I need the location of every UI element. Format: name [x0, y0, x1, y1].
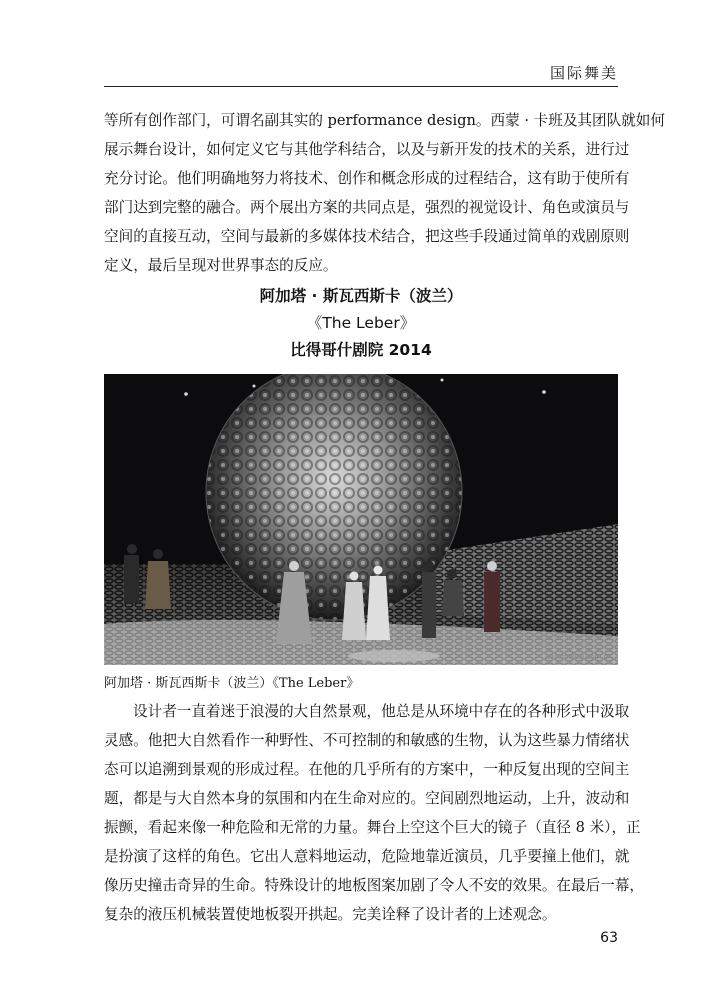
paragraph-line: 等所有创作部门，可谓名副其实的 performance design。西蒙 · 卡班及其团队就如何	[104, 112, 665, 129]
photo-caption: 阿加塔 · 斯瓦西斯卡（波兰）《The Leber》	[104, 676, 360, 691]
body-paragraph-1	[104, 106, 665, 280]
header-divider	[104, 86, 618, 87]
paragraph-line: 定义，最后呈现对世界事态的反应。	[104, 257, 338, 274]
work-title-block	[104, 283, 618, 364]
body-paragraph-2	[104, 697, 644, 929]
paragraph-line: 灵感。他把大自然看作一种野性、不可控制的和敏感的生物，认为这些暴力情绪状	[104, 732, 630, 749]
paragraph-line: 题，都是与大自然本身的氛围和内在生命对应的。空间剧烈地运动，上升，波动和	[104, 790, 630, 807]
paragraph-line: 充分讨论。他们明确地努力将技术、创作和概念形成的过程结合，这有助于使所有	[104, 170, 630, 187]
paragraph-line: 复杂的液压机械装置使地板裂开拱起。完美诠释了设计者的上述观念。	[104, 906, 557, 923]
page-number: 63	[600, 930, 618, 946]
paragraph-line: 振颤，看起来像一种危险和无常的力量。舞台上空这个巨大的镜子（直径 8 米），正	[104, 819, 641, 836]
photo-watermark: teatrpolski.com.pl	[546, 653, 610, 661]
production-title: 《The Leber》	[306, 314, 416, 332]
paragraph-line: 是扮演了这样的角色。它出人意料地运动，危险地靠近演员，几乎要撞上他们，就	[104, 848, 630, 865]
paragraph-line: 空间的直接互动，空间与最新的多媒体技术结合，把这些手段通过简单的戏剧原则	[104, 228, 630, 245]
section-label: 国际舞美	[549, 64, 618, 82]
paragraph-line: 态可以追溯到景观的形成过程。在他的几乎所有的方案中，一种反复出现的空间主	[104, 761, 630, 778]
stage-photo	[104, 374, 618, 665]
venue-year: 比得哥什剧院 2014	[290, 341, 432, 359]
paragraph-line: 像历史撞击奇异的生命。特殊设计的地板图案加剧了令人不安的效果。在最后一幕，	[104, 877, 644, 894]
designer-name: 阿加塔 · 斯瓦西斯卡（波兰）	[259, 287, 463, 305]
paragraph-line: 部门达到完整的融合。两个展出方案的共同点是，强烈的视觉设计、角色或演员与	[104, 199, 630, 216]
paragraph-line: 展示舞台设计，如何定义它与其他学科结合，以及与新开发的技术的关系，进行过	[104, 141, 630, 158]
paragraph-line: 设计者一直着迷于浪漫的大自然景观，他总是从环境中存在的各种形式中汲取	[133, 703, 630, 720]
fallen-figure	[348, 650, 440, 662]
